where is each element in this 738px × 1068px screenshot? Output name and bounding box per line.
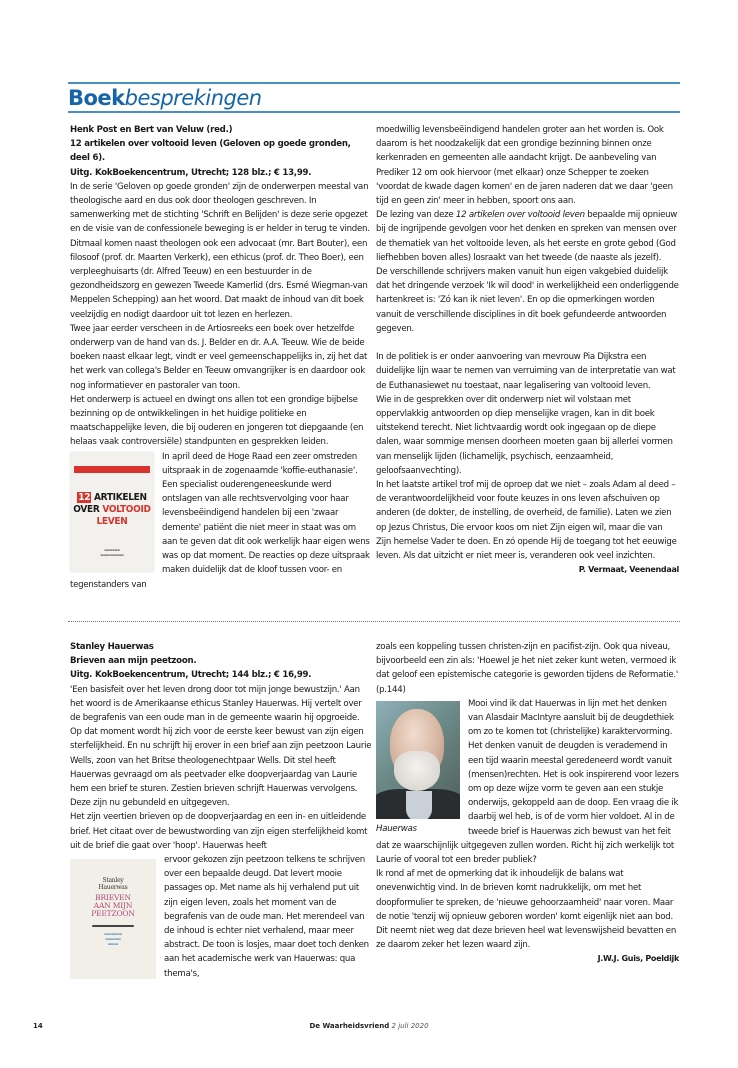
review2-book-cover	[70, 853, 156, 979]
review2-column-left	[70, 640, 373, 981]
cover-subtitle: ▬▬▬▬▬▬ ▬▬▬▬▬▬▬▬▬	[100, 547, 124, 557]
cover-author: Stanley Hauerwas	[98, 877, 128, 892]
review1-paragraph: Twee jaar eerder verscheen in de Artiosreeks een boek over hetzelfde onderwerp van de hand van ds. J. Belder en dr. A.A. Teeuw. Wie de beide boeken naast elkaar legt, vindt er veel gemeenschappelijks in, zij het dat het werk van collega's Belder en Teeuw omvangrijker is en daardoor ook nog informatiever en pastoraler van toon.	[70, 323, 368, 391]
book-cover-brieven	[70, 859, 156, 979]
review1-paragraph: Ditmaal komen naast theologen ook een advocaat (mr. Bart Bouter), een filosoof (prof. dr. Maarten Verkerk), een ethicus (prof. dr. Theo Boer), een verpleeghuisarts (dr. Alfred Teeuw) en een bestuurder in de gezondheidszorg en gewezen Tweede Kamerlid (drs. Esmé Wiegman-van Meppelen Schepping) aan het woord. Dat maakt de inhoud van dit boek veelzijdig en nodigt daardoor uit tot lezen en herlezen.	[70, 238, 368, 320]
footer-magazine	[0, 1022, 738, 1030]
review2-title: Brieven aan mijn peetzoon.	[70, 656, 197, 667]
review-separator	[68, 621, 680, 622]
review2-column-right	[376, 640, 679, 967]
review2-paragraph: Het zijn veertien brieven op de doopverjaardag en een in- en uitleidende brief. Het citaat over de bewustwording van zijn eigen sterfelijkheid komt uit de brief die gaat over 'hoop'. Hauerwas heeft	[70, 812, 368, 851]
review1-paragraph: Het onderwerp is actueel en dwingt ons allen tot een grondige bijbelse bezinning op de ontwikkelingen in het huidige politieke en maatschappelijke leven, die bij ouderen en jongeren tot diepgaande (en helaas vaak controversiële) standpunten en gesprekken leiden.	[70, 394, 364, 448]
review1-paragraph: In de serie 'Geloven op goede gronden' zijn de onderwerpen meestal van theologische aard en dus ook door theologen geschreven. In samenwerking met de stichting 'Schrift en Belijden' is deze serie opgezet en de visie van de confessionele beweging is er helder in terug te vinden.	[70, 181, 370, 235]
cover-subtitle: ▬▬▬▬▬▬▬ ▬▬▬▬▬▬ ▬▬▬▬	[103, 932, 123, 947]
cover-title-line2: OVER VOLTOOID	[73, 503, 151, 515]
review2-paragraph: 'Een basisfeit over het leven drong door tot mijn jonge bewustzijn.' Aan het woord is de Amerikaanse ethicus Stanley Hauerwas. Hij vertelt over de begrafenis van een oude man in de gemeente waarin hij opgroeide. Op dat moment wordt hij zich voor de eerste keer bewust van zijn eigen sterfelijkheid. En nu schrijft hij erover in een brief aan zijn peetzoon Laurie Wells, zoon van het Britse theologenechtpaar Wells. Dit stel heeft Hauerwas gevraagd om als peetvader elke doopverjaardag van Laurie hem een brief te sturen. Zestien brieven schrijft Hauerwas vervolgens. Deze zijn nu gebundeld en uitgegeven.	[70, 684, 372, 809]
review2-paragraph-beside-cover: ervoor gekozen zijn peetzoon telkens te schrijven over een bepaalde deugd. Dat levert mooie passages op. Met name als hij verhalend put uit zijn eigen leven, zoals het moment van de begrafenis van de oude man. Het merendeel van de inhoud is echter niet verhalend, maar meer abstract. De toon is losjes, maar doet toch denken aan het academische werk van Hauerwas: qua thema's,	[164, 855, 369, 979]
review1-paragraph: De verschillende schrijvers maken vanuit hun eigen vakgebied duidelijk dat het dringende verzoek 'Ik wil dood' in werkelijkheid een onderliggende hartenkreet is: 'Zó kan ik niet leven'. En op die opmerkingen worden vanuit de verschillende disciplines in dit boek gefundeerde antwoorden gegeven.	[376, 267, 679, 334]
section-title-italic: besprekingen	[124, 86, 262, 110]
review1-paragraph: Wie in de gesprekken over dit onderwerp niet wil volstaan met oppervlakkig antwoorden op diep menselijke vragen, kan in dit boek uitstekend terecht. Niet lichtvaardig wordt ook ingegaan op de diepe dalen, waar sommige mensen doorheen moeten gaan bij allerlei vormen van menselijk lijden (lichamelijk, psychisch, eenzaamheid, geloofsaanvechting).	[376, 394, 673, 476]
section-title-bold: Boek	[68, 86, 125, 110]
review1-column-left	[70, 123, 373, 592]
review1-authors: Henk Post en Bert van Veluw (red.)	[70, 125, 233, 135]
book-cover-12-artikelen	[70, 452, 154, 572]
review2-publisher: Uitg. KokBoekencentrum, Utrecht; 144 blz.; € 16,99.	[70, 670, 312, 681]
review1-publisher: Uitg. KokBoekencentrum, Utrecht; 128 blz.; € 13,99.	[70, 167, 312, 178]
header-rule-bottom	[68, 111, 680, 113]
cover-title: BRIEVEN AAN MIJN PEETZOON	[91, 893, 135, 919]
review1-book-cover	[70, 450, 154, 572]
review2-paragraph: Ik rond af met de opmerking dat ik inhoudelijk de balans wat onevenwichtig vind. In de brieven komt nadrukkelijk, om met het doopformulier te spreken, de 'nieuwe gehoorzaamheid' naar voren. Maar de notie 'tenzij wij opnieuw geboren worden' komt eigenlijk niet aan bod. Dit neemt niet weg dat deze brieven heel wat levenswijsheid bevatten en ze daarom zeker het lezen waard zijn.	[376, 869, 677, 951]
magazine-name: De Waarheidsvriend	[309, 1022, 390, 1030]
review1-paragraph: In de politiek is er onder aanvoering van mevrouw Pia Dijkstra een duidelijke lijn waar te nemen van verruiming van de interpretatie van wat de Euthanasiewet nu toestaat, naar legalisering van voltooid leven.	[376, 352, 676, 391]
review1-column-right	[376, 123, 679, 577]
review1-title: 12 artikelen over voltooid leven (Geloven op goede gronden, deel 6).	[70, 139, 351, 164]
review1-paragraph: moedwillig levensbeëindigend handelen groter aan het worden is. Ook daarom is het noodzakelijk dat een grondige bezinning binnen onze kerkenraden en gemeenten alle aandacht krijgt. De aanbeveling van Prediker 12 om ook hiervoor (met elkaar) onze Schepper te zoeken 'voordat de kwade dagen komen' en de jaren naderen dat we daar 'geen tijd en geen zin' meer in hebben, spoort ons aan.	[376, 125, 673, 207]
review2-author: Stanley Hauerwas	[70, 642, 154, 652]
review1-paragraph: De lezing van deze 12 artikelen over voltooid leven bepaalde mij opnieuw bij de ingrijpende gevolgen voor het denken en spreken van mensen over de thematiek van het voltooide leven, als het eerste en grote gebod (God liefhebben boven alles) losraakt van het tweede (de naaste als jezelf).	[376, 210, 678, 263]
author-photo	[376, 701, 460, 819]
review2-paragraph: zoals een koppeling tussen christen-zijn en pacifist-zijn. Ook qua niveau, bijvoorbeeld een zin als: 'Hoewel je het niet zeker kunt weten, vermoed ik dat geloof een epistemische categorie is geworden tijdens de Reformatie.' (p.144)	[376, 642, 678, 695]
review1-paragraph-beside-cover: In april deed de Hoge Raad een zeer omstreden uitspraak in de zogenaamde 'koffie-euthanasie'. Een specialist ouderengeneeskunde werd ontslagen van alle rechtsvervolging voor haar levensbeëindigend handelen bij een 'zwaar demente' patiënt die niet meer in staat was om aan te geven dat dit ook werkelijk haar eigen wens was op dat moment. De reacties op deze uitspraak maken duidelijk dat de kloof tussen voor- en tegenstanders van	[70, 451, 370, 590]
cover-title-line1: 12 ARTIKELEN	[78, 491, 147, 503]
author-photo-figure	[376, 697, 460, 836]
header-rule-top	[68, 82, 680, 84]
review2-paragraph-beside-photo: Mooi vind ik dat Hauerwas in lijn met het denken van Alasdair MacIntyre aansluit bij de deugdethiek om zo te komen tot (christelijke) karaktervorming. Het denken vanuit de deugden is verademend in een tijd waarin meestal geredeneerd wordt vanuit (mensen)rechten. Het is ook inspirerend voor lezers om op deze wijze vorm te geven aan een stukje onderwijs, gekoppeld aan de doop. Een vraag die ik daarbij wel heb, is of de vorm hier voldoet. Al in de tweede brief is Hauerwas zich bewust van het feit dat ze waarschijnlijk uitgegeven zullen worden. Richt hij zich werkelijk tot Laurie of vooral tot een breder publiek?	[376, 698, 679, 866]
review1-signature: P. Vermaat, Veenendaal	[578, 565, 679, 575]
review2-signature: J.W.J. Guis, Poeldijk	[597, 954, 679, 964]
review1-paragraph: In het laatste artikel trof mij de oproep dat we niet – zoals Adam al deed – de verantwoordelijkheid voor foute keuzes in ons leven afschuiven op anderen (de dokter, de instelling, de overheid, de familie). Laten we zien op Jezus Christus, Die ervoor koos om niet Zijn eigen wil, maar die van Zijn hemelse Vader te doen. En zó opende Hij de toegang tot het eeuwige leven. Als dat uitzicht er niet meer is, veranderen ook veel inzichten.	[376, 480, 677, 562]
cover-red-band	[74, 466, 150, 473]
section-title	[68, 86, 262, 110]
review1-book-title-italic: 12 artikelen over voltooid leven	[455, 210, 585, 221]
pen-icon	[92, 925, 134, 927]
page-number: 14	[33, 1022, 43, 1030]
cover-title-line3: LEVEN	[96, 515, 128, 527]
photo-caption: Hauerwas	[376, 823, 417, 834]
issue-date: 2 juli 2020	[391, 1022, 429, 1030]
